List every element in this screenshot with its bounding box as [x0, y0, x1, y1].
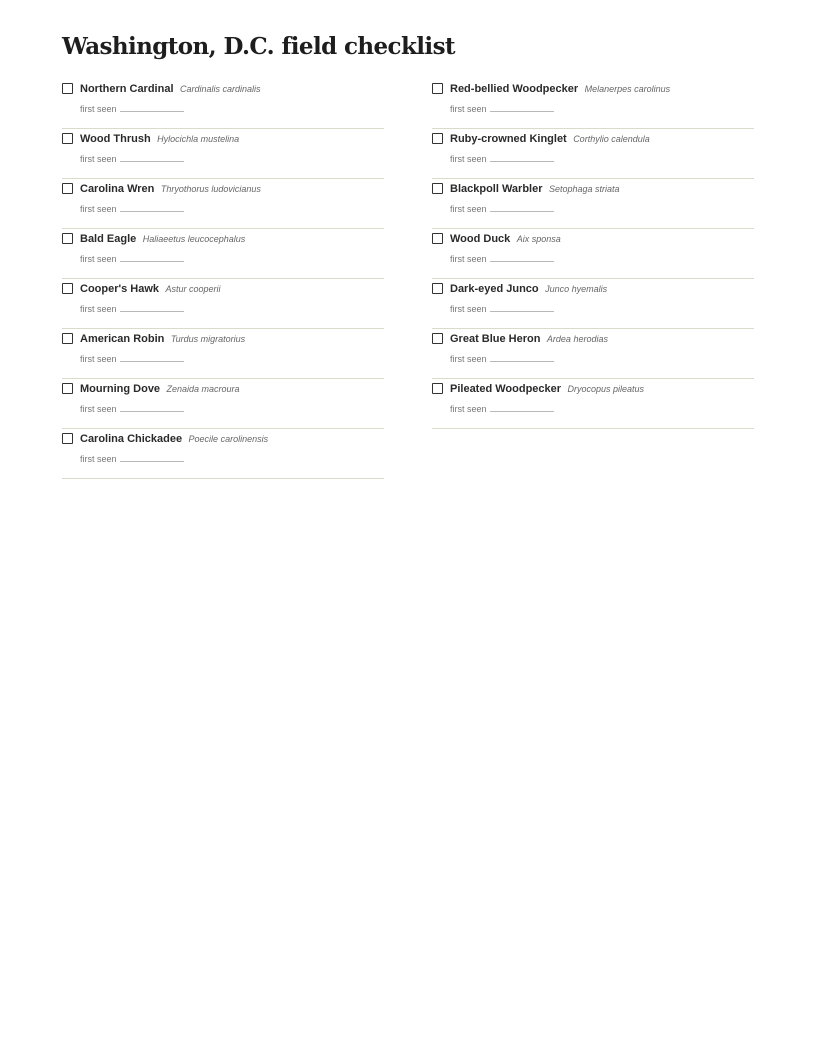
species-checkbox[interactable]	[62, 83, 73, 94]
scientific-name: Dryocopus pileatus	[567, 384, 645, 394]
scientific-name: Astur cooperii	[165, 284, 221, 294]
common-name: American Robin	[80, 333, 165, 345]
first-seen-blank[interactable]	[490, 102, 554, 112]
checklist-entry	[62, 229, 384, 279]
species-checkbox[interactable]	[62, 233, 73, 244]
scientific-name: Haliaeetus leucocephalus	[142, 234, 246, 244]
species-name-line	[80, 431, 268, 446]
first-seen-line	[450, 152, 554, 165]
scientific-name: Junco hyemalis	[545, 284, 608, 294]
species-checkbox[interactable]	[432, 283, 443, 294]
first-seen-blank[interactable]	[120, 352, 184, 362]
first-seen-label: first seen	[450, 204, 487, 214]
first-seen-label: first seen	[450, 154, 487, 164]
first-seen-line	[450, 102, 554, 115]
checklist-entry	[432, 229, 754, 279]
first-seen-blank[interactable]	[490, 302, 554, 312]
checklist-entry	[432, 329, 754, 379]
species-name-line	[450, 331, 608, 346]
species-checkbox[interactable]	[62, 183, 73, 194]
common-name: Red-bellied Woodpecker	[450, 83, 579, 95]
first-seen-line	[80, 452, 184, 465]
species-checkbox[interactable]	[432, 333, 443, 344]
first-seen-label: first seen	[80, 154, 117, 164]
common-name: Wood Thrush	[80, 133, 151, 145]
scientific-name: Ardea herodias	[546, 334, 608, 344]
checklist-entry	[432, 279, 754, 329]
checklist-entry	[62, 329, 384, 379]
species-checkbox[interactable]	[432, 383, 443, 394]
common-name: Great Blue Heron	[450, 333, 541, 345]
first-seen-blank[interactable]	[120, 252, 184, 262]
scientific-name: Melanerpes carolinus	[584, 84, 671, 94]
first-seen-label: first seen	[450, 354, 487, 364]
first-seen-line	[80, 302, 184, 315]
checklist-entry	[432, 179, 754, 229]
species-checkbox[interactable]	[62, 333, 73, 344]
checklist-column-left	[62, 79, 384, 479]
scientific-name: Thryothorus ludovicianus	[160, 184, 261, 194]
species-name-line	[80, 231, 245, 246]
first-seen-label: first seen	[450, 304, 487, 314]
common-name: Ruby-crowned Kinglet	[450, 133, 567, 145]
common-name: Dark-eyed Junco	[450, 283, 539, 295]
checklist-entry	[432, 129, 754, 179]
common-name: Bald Eagle	[80, 233, 137, 245]
first-seen-line	[80, 102, 184, 115]
checklist-column-right	[432, 79, 754, 479]
first-seen-label: first seen	[80, 404, 117, 414]
common-name: Pileated Woodpecker	[450, 383, 562, 395]
checklist-entry	[62, 379, 384, 429]
first-seen-label: first seen	[450, 404, 487, 414]
first-seen-label: first seen	[450, 104, 487, 114]
species-checkbox[interactable]	[432, 133, 443, 144]
first-seen-line	[80, 202, 184, 215]
checklist-entry	[62, 279, 384, 329]
first-seen-label: first seen	[450, 254, 487, 264]
first-seen-line	[450, 302, 554, 315]
first-seen-line	[80, 352, 184, 365]
common-name: Cooper's Hawk	[80, 283, 160, 295]
species-checkbox[interactable]	[62, 383, 73, 394]
common-name: Mourning Dove	[80, 383, 161, 395]
first-seen-label: first seen	[80, 354, 117, 364]
species-name-line	[450, 281, 607, 296]
first-seen-label: first seen	[80, 254, 117, 264]
first-seen-blank[interactable]	[490, 252, 554, 262]
first-seen-blank[interactable]	[490, 202, 554, 212]
first-seen-blank[interactable]	[120, 102, 184, 112]
species-name-line	[450, 81, 670, 96]
species-checkbox[interactable]	[432, 183, 443, 194]
species-name-line	[80, 181, 261, 196]
species-checkbox[interactable]	[432, 233, 443, 244]
common-name: Wood Duck	[450, 233, 511, 245]
first-seen-blank[interactable]	[120, 152, 184, 162]
common-name: Carolina Chickadee	[80, 433, 183, 445]
species-name-line	[80, 381, 240, 396]
scientific-name: Turdus migratorius	[170, 334, 246, 344]
common-name: Northern Cardinal	[80, 83, 174, 95]
species-name-line	[450, 381, 644, 396]
first-seen-blank[interactable]	[120, 452, 184, 462]
species-name-line	[450, 231, 561, 246]
species-name-line	[450, 181, 620, 196]
scientific-name: Cardinalis cardinalis	[179, 84, 261, 94]
first-seen-line	[80, 402, 184, 415]
species-checkbox[interactable]	[62, 433, 73, 444]
checklist-page	[62, 30, 754, 479]
scientific-name: Poecile carolinensis	[188, 434, 269, 444]
first-seen-blank[interactable]	[120, 402, 184, 412]
scientific-name: Zenaida macroura	[166, 384, 240, 394]
first-seen-blank[interactable]	[490, 352, 554, 362]
first-seen-blank[interactable]	[490, 152, 554, 162]
first-seen-line	[450, 352, 554, 365]
scientific-name: Setophaga striata	[548, 184, 620, 194]
checklist-entry	[62, 79, 384, 129]
first-seen-line	[80, 252, 184, 265]
first-seen-line	[450, 252, 554, 265]
species-checkbox[interactable]	[62, 133, 73, 144]
first-seen-line	[450, 202, 554, 215]
first-seen-blank[interactable]	[490, 402, 554, 412]
first-seen-label: first seen	[80, 454, 117, 464]
species-name-line	[450, 131, 650, 146]
species-checkbox[interactable]	[62, 283, 73, 294]
first-seen-blank[interactable]	[120, 202, 184, 212]
checklist-entry	[62, 429, 384, 479]
common-name: Blackpoll Warbler	[450, 183, 543, 195]
first-seen-line	[80, 152, 184, 165]
page-title: Washington, D.C. field checklist	[62, 33, 455, 60]
first-seen-label: first seen	[80, 304, 117, 314]
checklist-entry	[432, 79, 754, 129]
species-name-line	[80, 131, 239, 146]
first-seen-blank[interactable]	[120, 302, 184, 312]
checklist-entry	[62, 179, 384, 229]
checklist-entry	[62, 129, 384, 179]
first-seen-label: first seen	[80, 204, 117, 214]
species-name-line	[80, 81, 261, 96]
species-name-line	[80, 281, 221, 296]
first-seen-line	[450, 402, 554, 415]
scientific-name: Corthylio calendula	[573, 134, 650, 144]
common-name: Carolina Wren	[80, 183, 155, 195]
first-seen-label: first seen	[80, 104, 117, 114]
scientific-name: Hylocichla mustelina	[157, 134, 240, 144]
checklist-entry	[432, 379, 754, 429]
scientific-name: Aix sponsa	[516, 234, 561, 244]
checklist-columns	[62, 79, 754, 479]
species-name-line	[80, 331, 245, 346]
species-checkbox[interactable]	[432, 83, 443, 94]
